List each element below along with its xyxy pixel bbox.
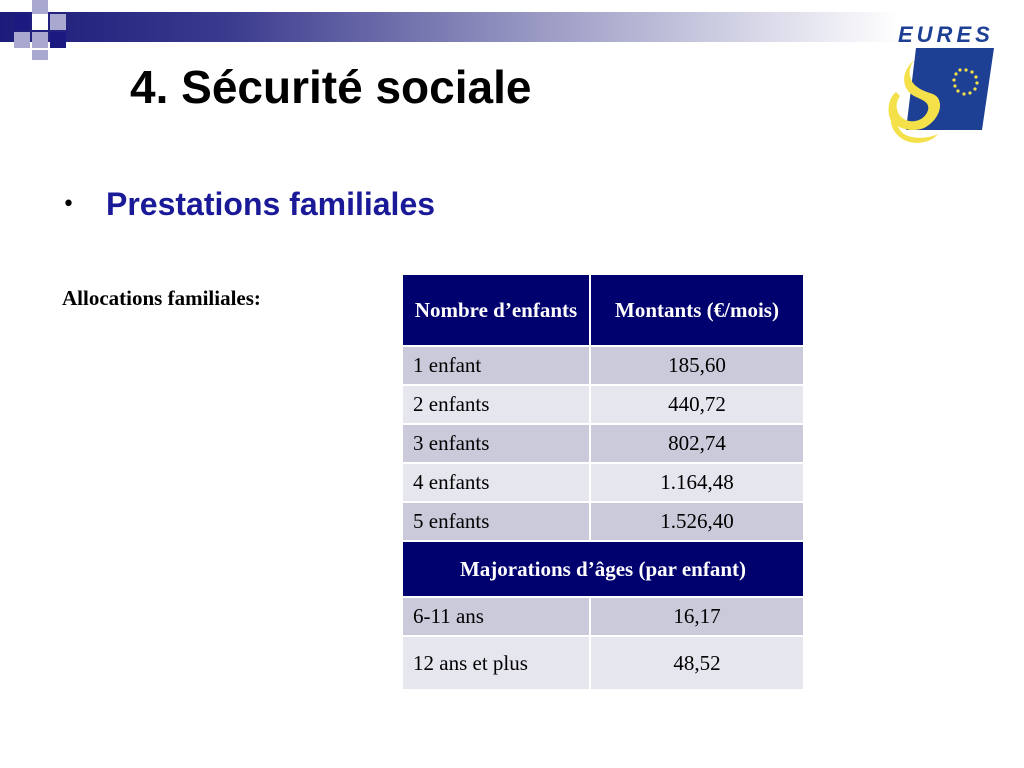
row-value: 1.164,48 (590, 463, 804, 502)
row-label: 12 ans et plus (402, 636, 590, 690)
bullet-item (62, 186, 435, 223)
eures-logo (886, 22, 998, 146)
header-gradient-band (0, 12, 900, 42)
allocations-label: Allocations familiales: (62, 286, 261, 310)
table-row (402, 463, 804, 502)
row-value: 440,72 (590, 385, 804, 424)
bullet-icon: • (62, 192, 75, 217)
row-label: 5 enfants (402, 502, 590, 541)
column-header: Nombre d’enfants (402, 274, 590, 346)
row-label: 4 enfants (402, 463, 590, 502)
bullet-text: Prestations familiales (106, 186, 436, 222)
row-value: 185,60 (590, 346, 804, 385)
table-subheader-row (402, 541, 804, 597)
benefits-table (401, 273, 805, 691)
table-row (402, 502, 804, 541)
decor-square (32, 0, 48, 14)
row-label: 1 enfant (402, 346, 590, 385)
row-value: 1.526,40 (590, 502, 804, 541)
row-value: 16,17 (590, 597, 804, 636)
row-label: 3 enfants (402, 424, 590, 463)
logo-text: EURES (898, 22, 994, 47)
column-header: Montants (€/mois) (590, 274, 804, 346)
table-row (402, 636, 804, 690)
row-label: 6-11 ans (402, 597, 590, 636)
row-label: 2 enfants (402, 385, 590, 424)
table-row (402, 424, 804, 463)
age-supplement-header: Majorations d’âges (par enfant) (402, 541, 804, 597)
eures-hand-icon (886, 48, 998, 146)
row-value: 48,52 (590, 636, 804, 690)
decor-square (50, 14, 66, 30)
decor-square (50, 32, 66, 48)
decor-square (14, 14, 30, 30)
slide-title: 4. Sécurité sociale (130, 61, 532, 113)
decor-square (32, 50, 48, 60)
table-row (402, 385, 804, 424)
table-header-row (402, 274, 804, 346)
decor-square (14, 32, 30, 48)
table-row (402, 597, 804, 636)
decor-square (32, 14, 48, 30)
row-value: 802,74 (590, 424, 804, 463)
table-row (402, 346, 804, 385)
decor-square (32, 32, 48, 48)
